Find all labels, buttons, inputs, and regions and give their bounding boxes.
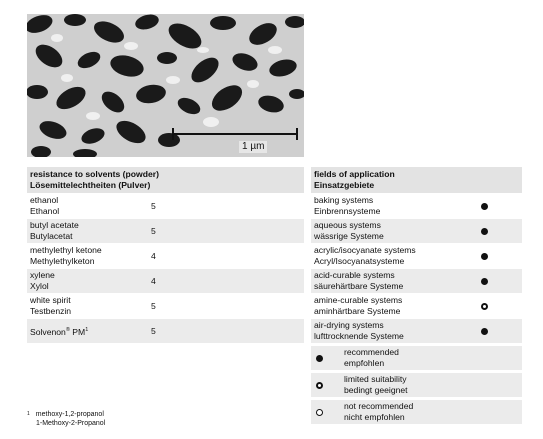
- table-row: [311, 219, 522, 243]
- table-row: [27, 319, 304, 343]
- solvent-value: 5: [151, 200, 156, 211]
- recommended-dot-icon: [481, 328, 488, 335]
- micrograph-image: [27, 14, 304, 157]
- application-name-en: amine-curable systems: [314, 295, 403, 305]
- solvent-name-de: Butylacetat: [30, 231, 73, 241]
- application-name-de: Einbrennsysteme: [314, 206, 381, 216]
- solvent-value: 4: [151, 275, 156, 286]
- solvent-resistance-table: [27, 167, 304, 344]
- application-title-en: fields of application: [314, 169, 395, 179]
- solvent-name-de: Xylol: [30, 281, 49, 291]
- solvent-value: 5: [151, 225, 156, 236]
- application-table-header: [311, 167, 522, 193]
- solvent-name-en: methylethyl ketone: [30, 245, 102, 255]
- footnote: [27, 410, 105, 428]
- footnote-text-de: 1-Methoxy-2-Propanol: [36, 420, 106, 427]
- solvent-value: 4: [151, 250, 156, 261]
- application-name-de: wässrige Systeme: [314, 231, 384, 241]
- table-row: [311, 294, 522, 318]
- solvent-name-suffix: PM: [69, 326, 86, 337]
- legend-label-en: limited suitability: [344, 374, 407, 384]
- application-name-de: lufttrocknende Systeme: [314, 331, 404, 341]
- application-name-en: baking systems: [314, 195, 374, 205]
- legend-label-de: bedingt geeignet: [344, 385, 408, 395]
- legend-item: [311, 400, 522, 424]
- recommended-dot-icon: [481, 203, 488, 210]
- application-name-de: säurehärtbare Systeme: [314, 281, 404, 291]
- legend-item: [311, 373, 522, 397]
- table-row: [311, 244, 522, 268]
- limited-suitability-dot-icon: [316, 382, 323, 389]
- recommended-dot-icon: [481, 253, 488, 260]
- table-row: [27, 219, 304, 243]
- solvent-value: 5: [151, 325, 156, 336]
- solvent-name: Solvenon: [30, 326, 66, 337]
- footnote-ref: 1: [85, 326, 89, 333]
- recommended-dot-icon: [316, 355, 323, 362]
- table-row: [27, 194, 304, 218]
- application-name-de: aminhärtbare Systeme: [314, 306, 401, 316]
- table-row: [311, 269, 522, 293]
- scale-bar-label: 1 µm: [239, 141, 267, 153]
- solvent-name-en: butyl acetate: [30, 220, 79, 230]
- legend-item: [311, 346, 522, 370]
- legend-label-en: not recommended: [344, 401, 414, 411]
- limited-suitability-dot-icon: [481, 303, 488, 310]
- not-recommended-dot-icon: [316, 409, 323, 416]
- solvent-title-de: Lösemittelechtheiten (Pulver): [30, 180, 151, 190]
- application-name-en: acrylic/isocyanate systems: [314, 245, 416, 255]
- solvent-name-en: xylene: [30, 270, 55, 280]
- table-row: [27, 294, 304, 318]
- particle-micrograph: [27, 14, 304, 157]
- registered-mark: ®: [65, 326, 70, 333]
- solvent-name-en: ethanol: [30, 195, 59, 205]
- table-row: [311, 319, 522, 343]
- application-name-en: air-drying systems: [314, 320, 384, 330]
- application-name-en: acid-curable systems: [314, 270, 395, 280]
- footnote-mark: 1: [27, 411, 30, 417]
- recommended-dot-icon: [481, 228, 488, 235]
- application-fields-table: [311, 167, 522, 344]
- rating-legend: [311, 346, 522, 427]
- legend-label-de: nicht empfohlen: [344, 412, 405, 422]
- solvent-name-de: Testbenzin: [30, 306, 72, 316]
- application-title-de: Einsatzgebiete: [314, 180, 375, 190]
- solvent-value: 5: [151, 300, 156, 311]
- footnote-text-en: methoxy-1,2-propanol: [35, 411, 104, 418]
- table-row: [27, 244, 304, 268]
- table-row: [27, 269, 304, 293]
- recommended-dot-icon: [481, 278, 488, 285]
- application-name-de: Acryl/Isocyanatsysteme: [314, 256, 405, 266]
- table-row: [311, 194, 522, 218]
- solvent-table-header: [27, 167, 304, 193]
- solvent-name-de: Ethanol: [30, 206, 60, 216]
- legend-label-de: empfohlen: [344, 358, 385, 368]
- solvent-name-de: Methylethylketon: [30, 256, 95, 266]
- solvent-title-en: resistance to solvents (powder): [30, 169, 159, 179]
- application-name-en: aqueous systems: [314, 220, 381, 230]
- legend-label-en: recommended: [344, 347, 399, 357]
- solvent-name-en: white spirit: [30, 295, 71, 305]
